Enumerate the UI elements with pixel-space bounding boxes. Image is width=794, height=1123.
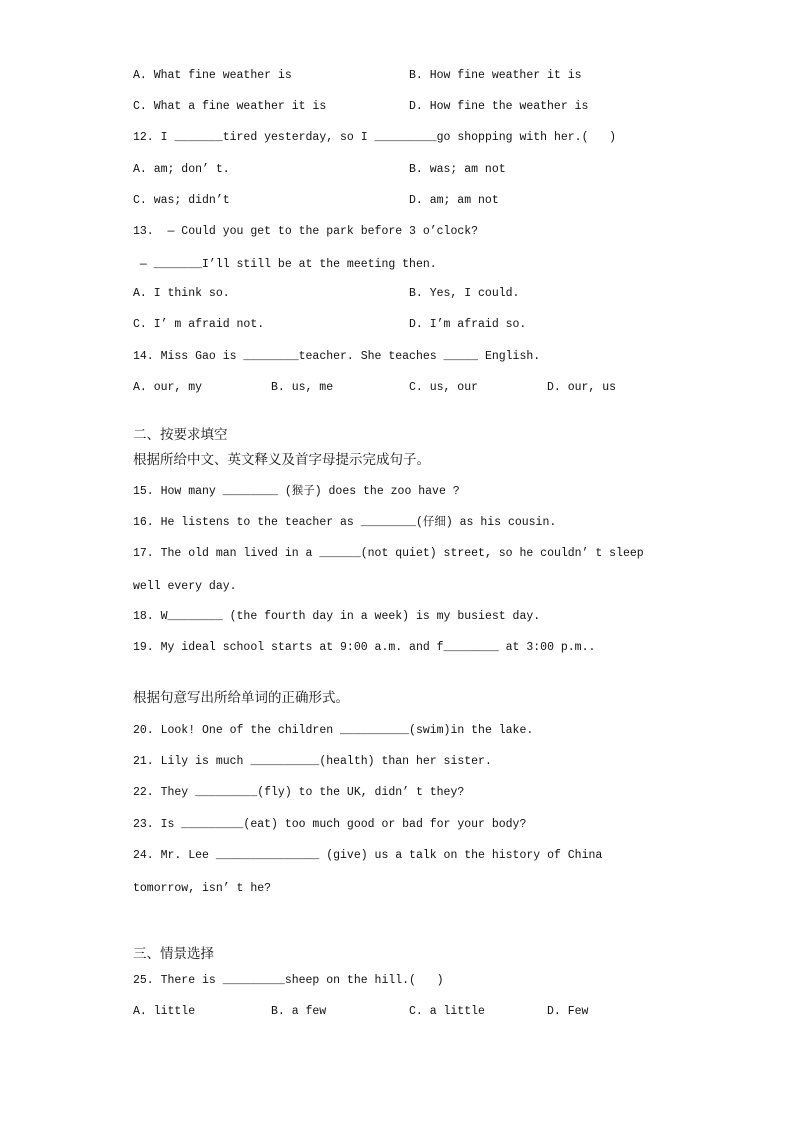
question-line [0,722,794,740]
question-line [0,514,794,532]
answer-options-row [0,98,794,116]
line-text: 18. W________ (the fourth day in a week) is my busiest day. [133,610,541,623]
answer-option: B. a few [271,1005,327,1018]
line-text: 13. — Could you get to the park before 3 o’clock? [133,225,479,238]
answer-options-row [0,161,794,179]
line-text: 17. The old man lived in a ______(not quiet) street, so he couldn’ t sleep [133,547,644,560]
line-text: well every day. [133,580,237,593]
answer-options-row [0,285,794,303]
section-instruction [0,689,794,707]
question-line [0,483,794,501]
line-text: 20. Look! One of the children __________(swim)in the lake. [133,724,534,737]
line-text: 二、按要求填空 [133,427,228,443]
answer-option: A. What fine weather is [133,69,292,82]
answer-option: D. Few [547,1005,589,1018]
answer-option: B. us, me [271,381,334,394]
answer-option: D. our, us [547,381,617,394]
question-line [0,784,794,802]
question-line [0,816,794,834]
line-text: 24. Mr. Lee _______________ (give) us a talk on the history of China [133,849,603,862]
answer-option: D. How fine the weather is [409,100,589,113]
answer-option: B. was; am not [409,163,506,176]
question-line [0,129,794,147]
question-line [0,880,794,898]
question-line [0,578,794,596]
answer-options-row [0,1003,794,1021]
line-text: 14. Miss Gao is ________teacher. She teaches _____ English. [133,350,541,363]
line-text: 三、情景选择 [133,946,214,962]
answer-options-row [0,379,794,397]
question-line [0,847,794,865]
question-line [0,545,794,563]
line-text: 15. How many ________ (猴子) does the zoo have ? [133,485,460,498]
line-text: 22. They _________(fly) to the UK, didn’ t they? [133,786,465,799]
answer-option: A. I think so. [133,287,230,300]
answer-option: D. I’m afraid so. [409,318,527,331]
answer-option: C. What a fine weather it is [133,100,327,113]
line-text: — _______I’ll still be at the meeting then. [133,258,437,271]
answer-option: B. How fine weather it is [409,69,582,82]
question-line [0,608,794,626]
line-text: 根据所给中文、英文释义及首字母提示完成句子。 [133,452,430,468]
line-text: 25. There is _________sheep on the hill.( ) [133,974,444,987]
answer-option: C. a little [409,1005,485,1018]
line-text: 16. He listens to the teacher as ________(仔细) as his cousin. [133,516,557,529]
answer-options-row [0,67,794,85]
answer-option: C. was; didn’t [133,194,230,207]
answer-options-row [0,316,794,334]
question-line [0,348,794,366]
answer-option: A. little [133,1005,196,1018]
answer-option: C. us, our [409,381,479,394]
question-line [0,256,794,274]
line-text: 根据句意写出所给单词的正确形式。 [133,690,349,706]
line-text: tomorrow, isn’ t he? [133,882,272,895]
answer-option: C. I’ m afraid not. [133,318,265,331]
answer-option: A. am; don’ t. [133,163,230,176]
question-line [0,972,794,990]
answer-option: D. am; am not [409,194,499,207]
section-instruction [0,451,794,469]
section-heading [0,945,794,963]
answer-options-row [0,192,794,210]
answer-option: A. our, my [133,381,203,394]
question-line [0,223,794,241]
answer-option: B. Yes, I could. [409,287,520,300]
line-text: 19. My ideal school starts at 9:00 a.m. and f________ at 3:00 p.m.. [133,641,596,654]
line-text: 23. Is _________(eat) too much good or bad for your body? [133,818,527,831]
line-text: 21. Lily is much __________(health) than her sister. [133,755,492,768]
section-heading [0,426,794,444]
line-text: 12. I _______tired yesterday, so I _________go shopping with her.( ) [133,131,617,144]
question-line [0,753,794,771]
question-line [0,639,794,657]
